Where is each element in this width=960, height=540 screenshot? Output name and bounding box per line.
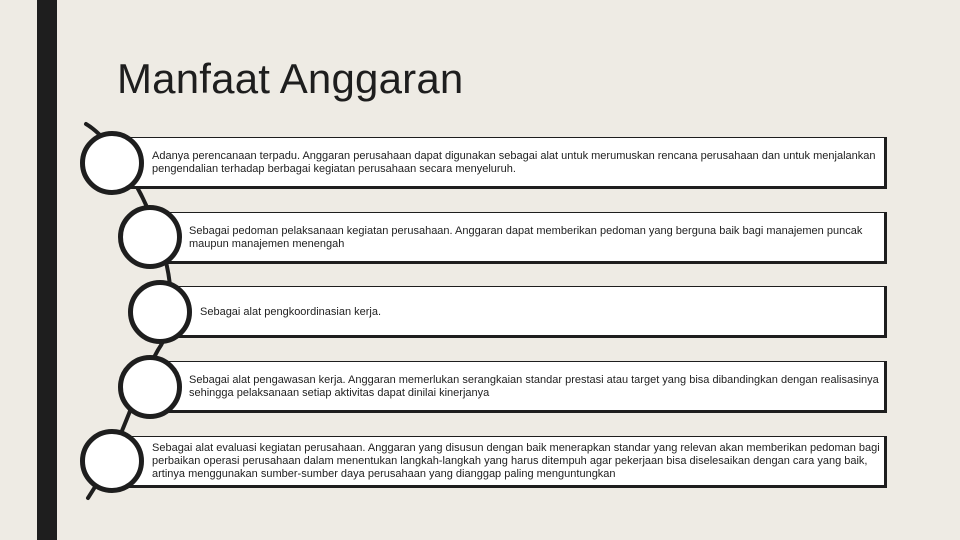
- list-item-5: [112, 436, 887, 488]
- list-item-4-text: Sebagai alat pengawasan kerja. Anggaran memerlukan serangkaian standar prestasi atau target yang bisa dibandingkan dengan realisasinya sehingga pelaksanaan setiap aktivitas dapat dinilai kinerjanya: [189, 374, 879, 399]
- list-item-2-marker: [118, 205, 182, 269]
- list-item-3: [160, 286, 887, 338]
- list-item-3-text: Sebagai alat pengkoordinasian kerja.: [200, 306, 382, 318]
- list-item-2-text: Sebagai pedoman pelaksanaan kegiatan perusahaan. Anggaran dapat memberikan pedoman yang berguna baik bagi manajemen puncak maupun manajemen menengah: [189, 225, 863, 250]
- list-item-1-text: Adanya perencanaan terpadu. Anggaran perusahaan dapat digunakan sebagai alat untuk merumuskan rencana perusahaan dan untuk menjalankan pengendalian terhadap berbagai kegiatan perusahaan secara menyeluruh.: [152, 150, 876, 175]
- list-item-1-marker: [80, 131, 144, 195]
- slide-title: Manfaat Anggaran: [117, 55, 464, 102]
- list-item-3-marker: [128, 280, 192, 344]
- list-item-5-marker: [80, 429, 144, 493]
- list-item-4-marker: [118, 355, 182, 419]
- list-item-4: [150, 361, 887, 413]
- list-item-5-text: Sebagai alat evaluasi kegiatan perusahaan. Anggaran yang disusun dengan baik menerapkan standar yang relevan akan memberikan pedoman bagi perbaikan operasi perusahaan dalam menentukan langkah-langkah yang harus ditempuh agar pekerjaan bisa diselesaikan dengan cara yang baik, artinya menggunakan sumber-sumber daya perusahaan yang dianggap paling menguntungkan: [152, 442, 880, 480]
- list-item-1: [112, 137, 887, 189]
- list-item-2: [150, 212, 887, 264]
